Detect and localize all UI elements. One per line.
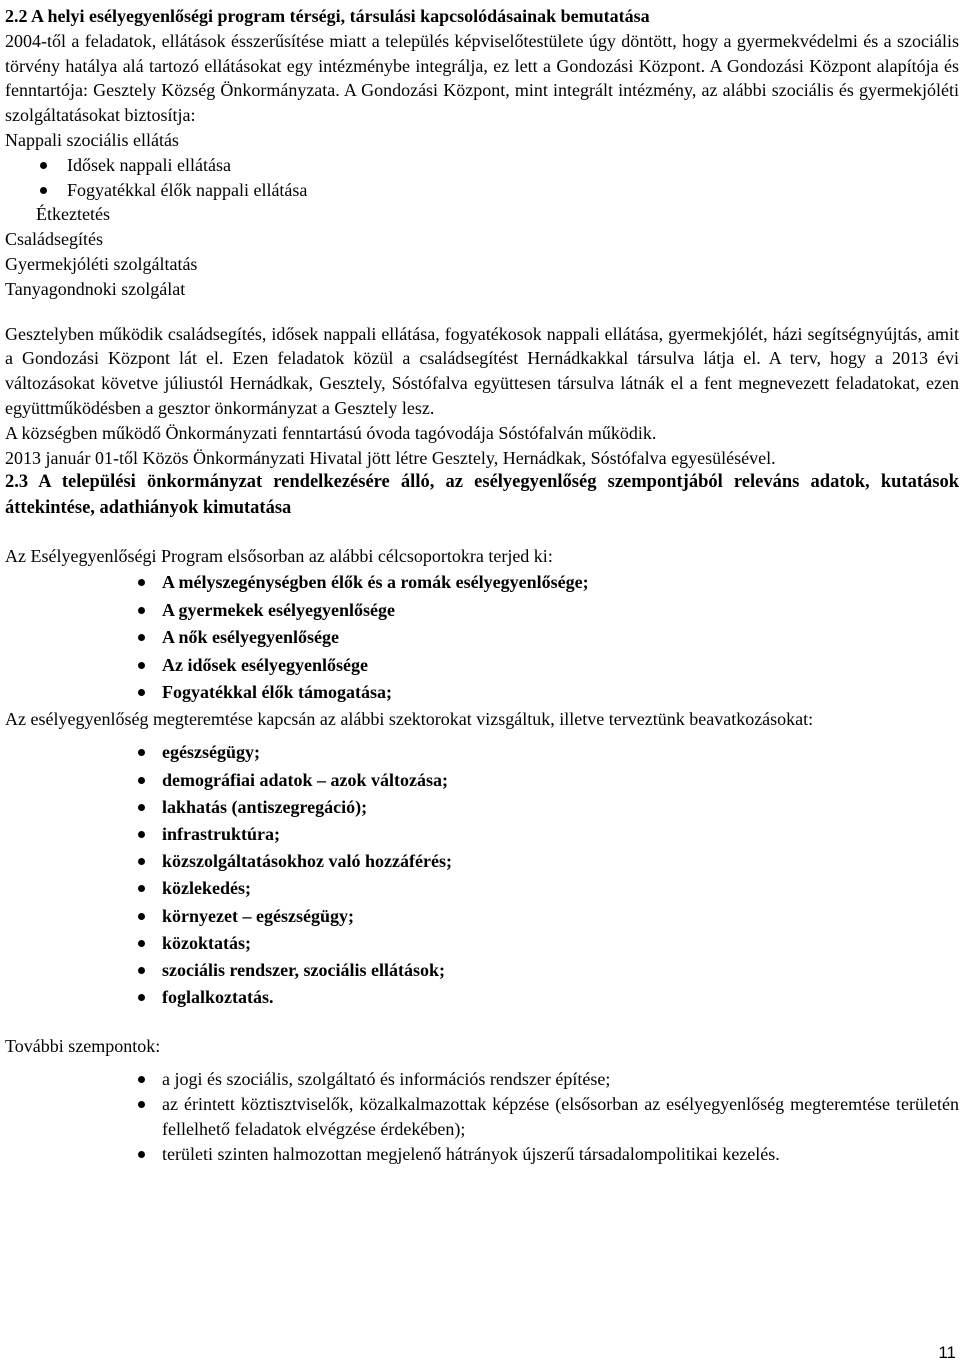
service-nappali: Nappali szociális ellátás: [5, 129, 179, 150]
paragraph-hivatal: 2013 január 01-től Közös Önkormányzati Hivatal jött létre Gesztely, Hernádkak, Sóstófalva egyesülésével.: [5, 447, 776, 468]
page-number: 11: [938, 1343, 956, 1362]
list-item: A nők esélyegyenlősége: [5, 624, 959, 652]
list-item: demográfiai adatok – azok változása;: [5, 767, 959, 794]
target-groups-list: [5, 569, 959, 707]
list-item: közoktatás;: [5, 930, 959, 957]
further-points-intro: További szempontok:: [5, 1036, 161, 1057]
service-etkeztetes: Étkeztetés: [36, 204, 110, 225]
list-item: az érintett köztisztviselők, közalkalmazottak képzése (elsősorban az esélyegyenlőség megteremtése területén fellelhető feladatok elvégzése érdekében);: [5, 1092, 959, 1142]
section-2-3-heading: 2.3 A települési önkormányzat rendelkezésére álló, az esélyegyenlőség szempontjából releváns adatok, kutatások áttekintése, adathiányok kimutatása: [5, 472, 959, 518]
list-item: Idősek nappali ellátása: [5, 153, 959, 178]
list-item: infrastruktúra;: [5, 821, 959, 848]
section-2-2-intro: 2004-től a feladatok, ellátások ésszerűsítése miatt a település képviselőtestülete úgy döntött, hogy a gyermekvédelmi és a szociális törvény hatálya alá tartozó ellátásokat egy intézménybe integrálja, ez lett a Gondozási Központ. A Gondozási Központ alapítója és fenntartója: Gesztely Község Önkormányzata. A Gondozási Központ, mint integrált intézmény, az alábbi szociális és gyermekjóléti szolgáltatásokat biztosítja:: [5, 30, 959, 126]
target-groups-intro: Az Esélyegyenlőségi Program elsősorban az alábbi célcsoportokra terjed ki:: [5, 546, 553, 567]
list-item: foglalkoztatás.: [5, 984, 959, 1011]
list-item: közlekedés;: [5, 875, 959, 902]
list-item: közszolgáltatásokhoz való hozzáférés;: [5, 848, 959, 875]
sectors-intro: Az esélyegyenlőség megteremtése kapcsán az alábbi szektorokat vizsgáltuk, illetve terveztünk beavatkozásokat:: [5, 708, 814, 729]
list-item: egészségügy;: [5, 739, 959, 766]
document-page: [5, 4, 959, 1166]
paragraph-ovoda: A községben működő Önkormányzati fenntartású óvoda tagóvodája Sóstófalván működik.: [5, 422, 657, 443]
list-item: Fogyatékkal élők támogatása;: [5, 679, 959, 707]
list-item: környezet – egészségügy;: [5, 903, 959, 930]
list-item: Az idősek esélyegyenlősége: [5, 652, 959, 680]
list-item: lakhatás (antiszegregáció);: [5, 794, 959, 821]
service-gyermekjoleti: Gyermekjóléti szolgáltatás: [5, 253, 198, 274]
further-points-list: [5, 1067, 959, 1166]
service-tanyagondnoki: Tanyagondnoki szolgálat: [5, 278, 186, 299]
service-csaladsegites: Családsegítés: [5, 229, 103, 250]
sectors-list: [5, 739, 959, 1011]
list-item: A gyermekek esélyegyenlősége: [5, 597, 959, 625]
list-item: Fogyatékkal élők nappali ellátása: [5, 178, 959, 203]
list-item: a jogi és szociális, szolgáltató és információs rendszer építése;: [5, 1067, 959, 1092]
list-item: A mélyszegénységben élők és a romák esélyegyenlősége;: [5, 569, 959, 597]
section-2-2-heading: 2.2 A helyi esélyegyenlőségi program térségi, társulási kapcsolódásainak bemutatása: [5, 6, 650, 26]
list-item: területi szinten halmozottan megjelenő hátrányok újszerű társadalompolitikai kezelés.: [5, 1142, 959, 1167]
paragraph-gesztelyben: Gesztelyben működik családsegítés, idősek nappali ellátása, fogyatékosok nappali ellátása, gyermekjólét, házi segítségnyújtás, amit a Gondozási Központ lát el. Ezen feladatok közül a családsegítést Hernádkakkal társulva látja el. A terv, hogy a 2013 évi változásokat követve júliustól Hernádkak, Gesztely, Sóstófalva együttesen társulva látnák el a fent megnevezett feladatokat, ezen együttműködésben a gesztor önkormányzat a Gesztely lesz.: [5, 323, 959, 418]
list-item: szociális rendszer, szociális ellátások;: [5, 957, 959, 984]
service-nappali-list: [5, 153, 959, 203]
